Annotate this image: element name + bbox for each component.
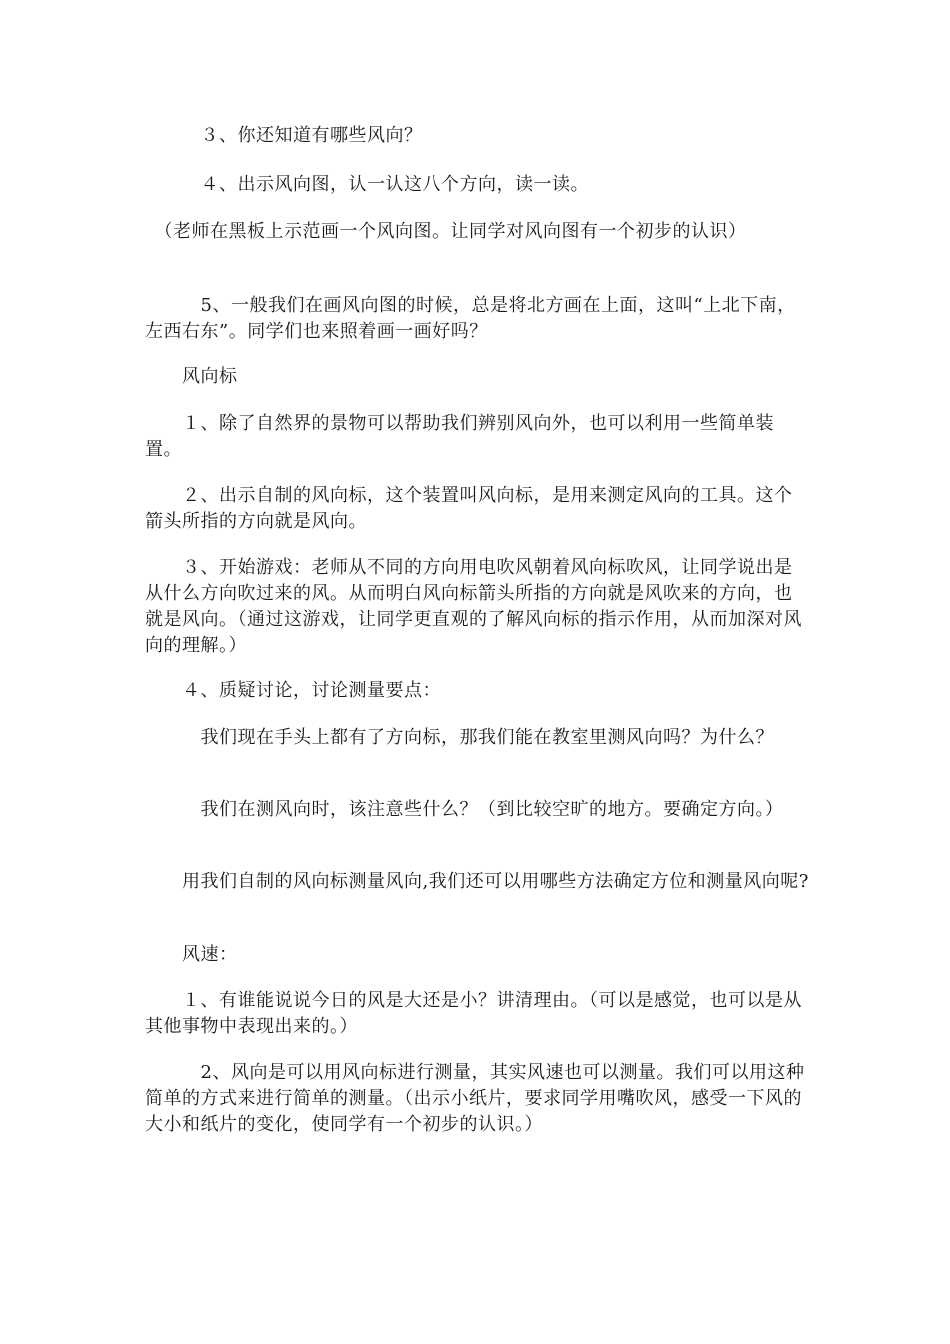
paragraph-15: 2、风向是可以用风向标进行测量，其实风速也可以测量。我们可以用这种简单的方式来进行简单的测量。（出示小纸片，要求同学用嘴吹风，感受一下风的大小和纸片的变化，使同学有一个初步的认识。） [145,1062,805,1135]
paragraph-11: 我们在测风向时，该注意些什么？（到比较空旷的地方。要确定方向。） [145,799,784,820]
paragraph-7: ２、出示自制的风向标，这个装置叫风向标，是用来测定风向的工具。这个箭头所指的方向就是风向。 [145,485,793,532]
paragraph-6: １、除了自然界的景物可以帮助我们辨别风向外，也可以利用一些简单装置。 [145,413,774,460]
paragraph-3: （老师在黑板上示范画一个风向图。让同学对风向图有一个初步的认识） [145,221,747,242]
paragraph-12: 用我们自制的风向标测量风向,我们还可以用哪些方法确定方位和测量风向呢? [145,871,809,892]
paragraph-9: ４、质疑讨论，讨论测量要点： [145,680,441,701]
paragraph-10: 我们现在手头上都有了方向标，那我们能在教室里测风向吗？为什么？ [145,727,774,748]
paragraph-1: ３、你还知道有哪些风向？ [145,125,423,146]
paragraph-8: ３、开始游戏：老师从不同的方向用电吹风朝着风向标吹风，让同学说出是从什么方向吹过来的风。从而明白风向标箭头所指的方向就是风吹来的方向，也就是风向。（通过这游戏，让同学更直观的了解风向标的指示作用，从而加深对风向的理解。） [145,557,802,656]
paragraph-2: ４、出示风向图，认一认这八个方向，读一读。 [145,174,589,195]
paragraph-4: 5、一般我们在画风向图的时候，总是将北方画在上面，这叫“上北下南，左西右东”。同学们也来照着画一画好吗？ [145,295,796,342]
section-heading-wind-speed: 风速： [145,944,238,965]
paragraph-14: １、有谁能说说今日的风是大还是小？讲清理由。（可以是感觉，也可以是从其他事物中表现出来的。） [145,990,802,1037]
section-heading-wind-vane: 风向标 [145,366,238,387]
